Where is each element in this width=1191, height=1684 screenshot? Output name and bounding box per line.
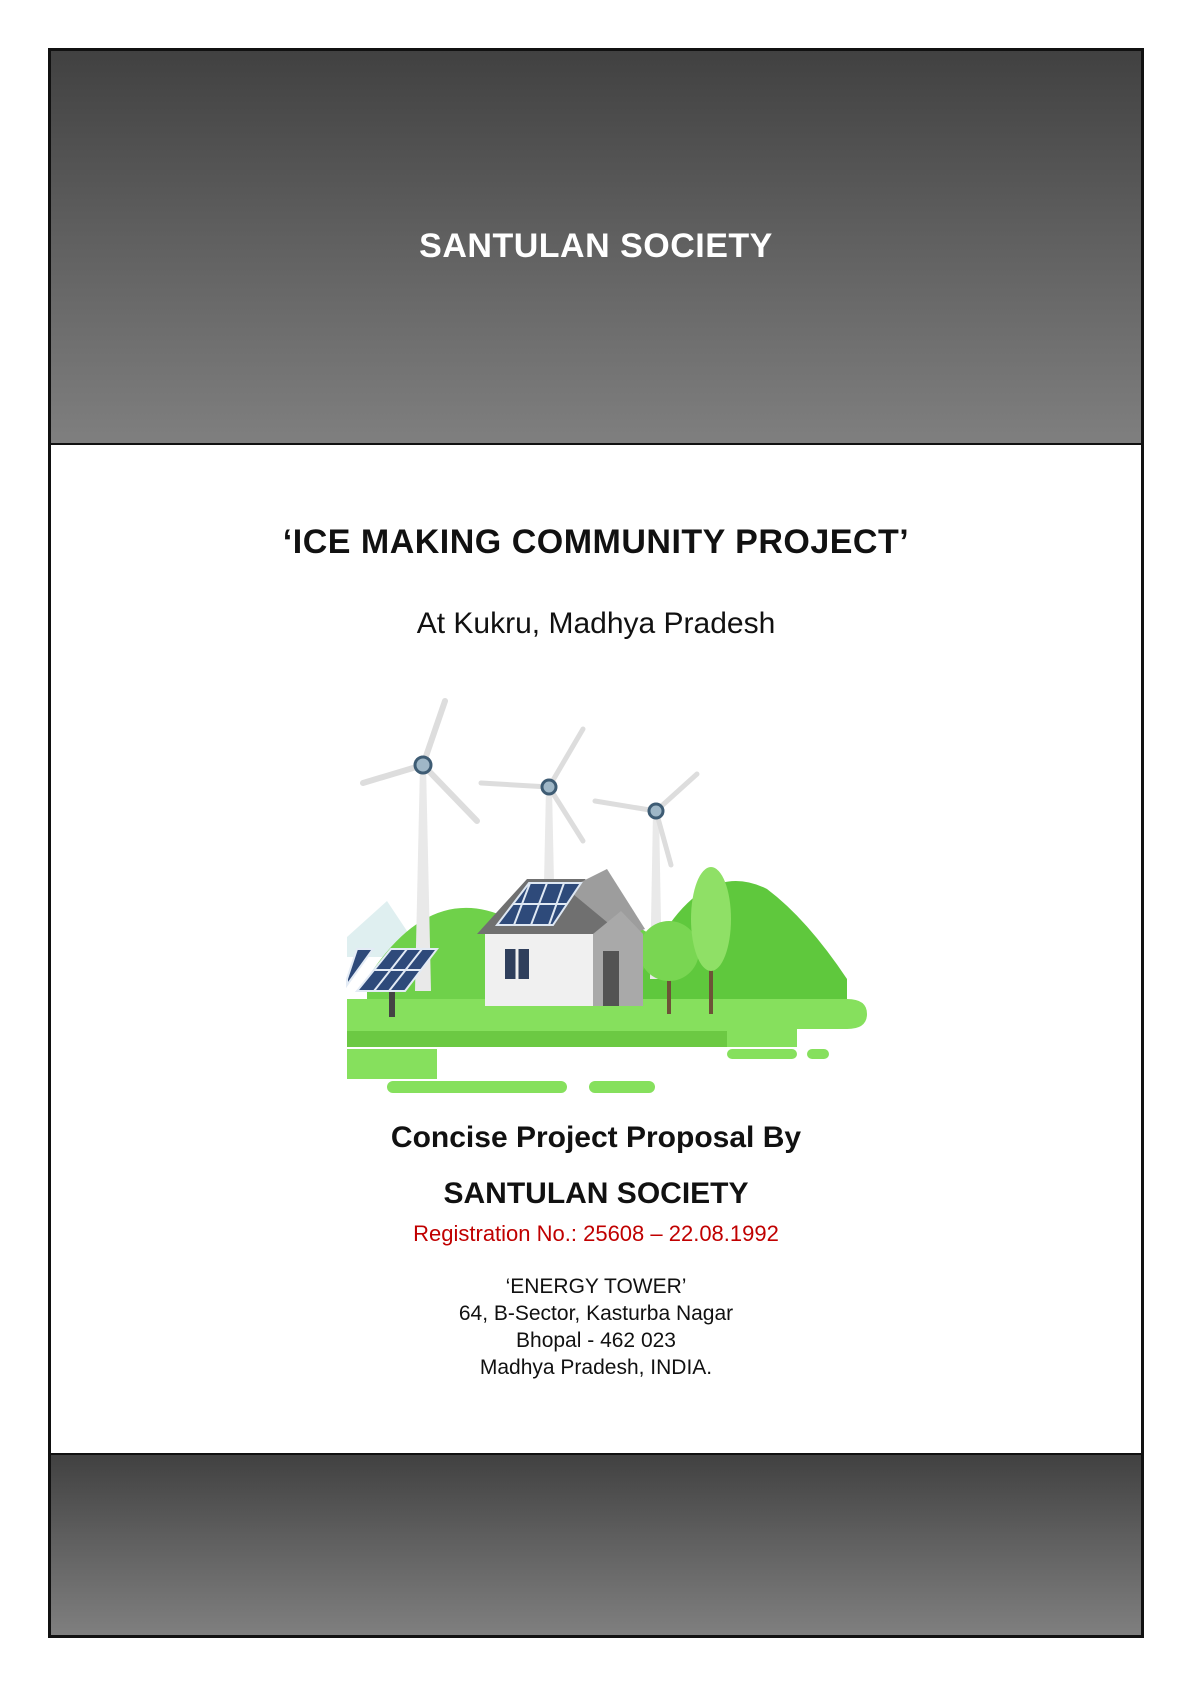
footer-band xyxy=(51,1453,1141,1635)
address-line-4: Madhya Pradesh, INDIA. xyxy=(479,1356,713,1379)
page-frame xyxy=(48,48,1144,1638)
grass-line-2 xyxy=(589,1081,655,1093)
registration-number: Registration No.: 25608 – 22.08.1992 xyxy=(413,1221,779,1246)
proposal-heading: Concise Project Proposal By xyxy=(390,1121,802,1154)
address-line-2: 64, B-Sector, Kasturba Nagar xyxy=(458,1302,734,1325)
address-line-3: Bhopal - 462 023 xyxy=(516,1329,676,1352)
project-title: ‘ICE MAKING COMMUNITY PROJECT’ xyxy=(282,523,910,561)
organization-name: SANTULAN SOCIETY xyxy=(443,1177,749,1210)
header-title: SANTULAN SOCIETY xyxy=(419,227,773,265)
project-location: At Kukru, Madhya Pradesh xyxy=(416,607,776,640)
house xyxy=(477,869,645,1006)
address-line-1: ‘ENERGY TOWER’ xyxy=(505,1275,687,1298)
header-band xyxy=(51,51,1141,445)
grass-line-1 xyxy=(387,1081,567,1093)
grass-strip xyxy=(347,1031,727,1047)
grass-dash-1 xyxy=(727,1049,797,1059)
grass-dash-2 xyxy=(807,1049,829,1059)
renewable-energy-house-icon xyxy=(327,679,887,1139)
grass-lower-block xyxy=(347,1049,437,1079)
